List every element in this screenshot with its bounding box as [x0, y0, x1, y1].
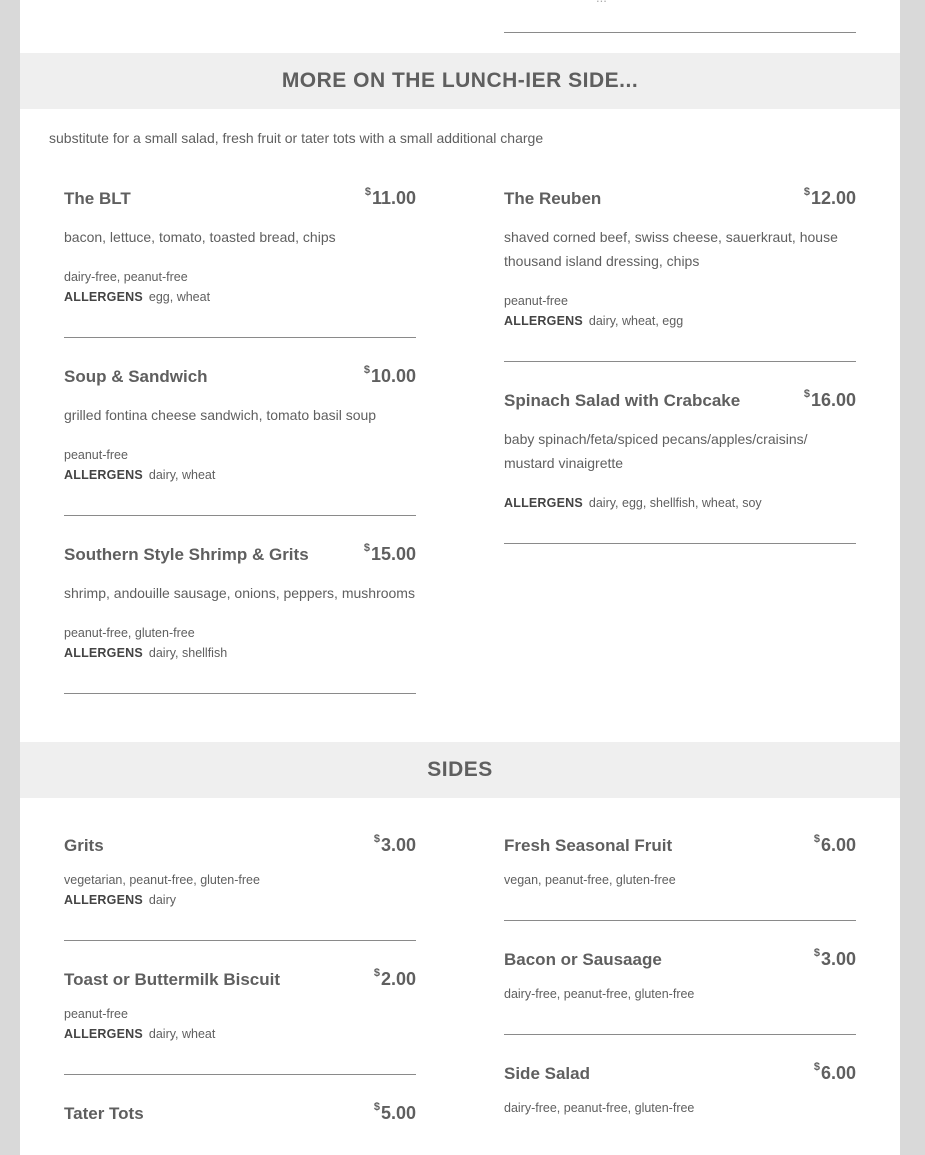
item-diet-tags: vegetarian, peanut-free, gluten-free — [64, 873, 260, 887]
item-allergens: ALLERGENS egg, wheat — [64, 290, 211, 304]
item-price: $16.00 — [803, 388, 856, 410]
item-diet-tags: dairy-free, peanut-free, gluten-free — [504, 987, 695, 1001]
sides-column-right — [504, 835, 856, 1118]
sides-column-left — [64, 835, 416, 1124]
menu-item — [64, 188, 416, 307]
section-header-sides — [20, 742, 900, 798]
item-description: shrimp, andouille sausage, onions, peppers, mushrooms — [64, 585, 415, 601]
item-name: Southern Style Shrimp & Grits — [64, 545, 309, 564]
menu-item — [504, 188, 856, 331]
item-allergens: ALLERGENS dairy, wheat — [64, 1027, 216, 1041]
item-name: Side Salad — [504, 1064, 590, 1083]
lunch-column-right — [504, 188, 856, 544]
item-separator — [504, 32, 856, 33]
item-allergens: ALLERGENS dairy — [64, 893, 176, 907]
item-allergens: ALLERGENS dairy, shellfish — [64, 646, 228, 660]
item-price: $2.00 — [373, 967, 416, 989]
item-separator — [64, 337, 416, 338]
item-name: Spinach Salad with Crabcake — [504, 391, 741, 410]
item-price: $12.00 — [803, 186, 856, 208]
item-separator — [64, 940, 416, 941]
item-description: grilled fontina cheese sandwich, tomato basil soup — [64, 407, 377, 423]
item-diet-tags: dairy-free, peanut-free, gluten-free — [504, 1101, 695, 1115]
item-allergens: ALLERGENS dairy, wheat — [64, 468, 216, 482]
item-diet-tags: peanut-free, gluten-free — [64, 626, 195, 640]
menu-item — [504, 835, 856, 890]
menu-page — [20, 0, 900, 1155]
item-diet-tags: vegan, peanut-free, gluten-free — [504, 873, 676, 887]
item-price: $10.00 — [363, 364, 416, 386]
item-diet-tags: peanut-free — [504, 294, 568, 308]
item-diet-tags: peanut-free — [64, 1007, 128, 1021]
menu-item — [64, 366, 416, 485]
item-separator — [504, 543, 856, 544]
item-name: Bacon or Sausaage — [504, 950, 662, 969]
section-intro: substitute for a small salad, fresh fruit or tater tots with a small additional charge — [49, 130, 544, 146]
item-separator — [504, 1034, 856, 1035]
item-description: baby spinach/feta/spiced pecans/apples/craisins/ mustard vinaigrette — [504, 431, 808, 471]
item-price: $3.00 — [813, 947, 856, 969]
item-diet-tags: peanut-free — [64, 448, 128, 462]
item-price: $15.00 — [363, 542, 416, 564]
item-allergens: ALLERGENS dairy, egg, shellfish, wheat, soy — [504, 496, 762, 510]
section-title: SIDES — [427, 758, 493, 781]
item-price: $11.00 — [364, 186, 416, 208]
menu-item — [64, 544, 416, 663]
item-price: $6.00 — [813, 833, 856, 855]
item-separator — [64, 515, 416, 516]
item-allergens: ALLERGENS dairy, wheat, egg — [504, 314, 684, 328]
item-description: bacon, lettuce, tomato, toasted bread, chips — [64, 229, 336, 245]
item-price: $5.00 — [373, 1101, 416, 1123]
item-name: The Reuben — [504, 189, 602, 208]
item-name: Toast or Buttermilk Biscuit — [64, 970, 280, 989]
menu-item — [64, 835, 416, 910]
menu-item — [504, 1063, 856, 1118]
item-name: Fresh Seasonal Fruit — [504, 836, 673, 855]
section-header-lunch — [20, 53, 900, 109]
item-diet-tags: dairy-free, peanut-free — [64, 270, 188, 284]
menu-item — [64, 1103, 416, 1124]
item-price: $6.00 — [813, 1061, 856, 1083]
item-price: $3.00 — [373, 833, 416, 855]
item-description: shaved corned beef, swiss cheese, sauerkraut, house thousand island dressing, chips — [504, 229, 838, 269]
item-name: The BLT — [64, 189, 131, 208]
item-separator — [64, 1074, 416, 1075]
menu-item — [64, 969, 416, 1044]
section-title: MORE ON THE LUNCH-IER SIDE... — [281, 69, 639, 92]
item-separator — [64, 693, 416, 694]
item-separator — [504, 361, 856, 362]
item-separator — [504, 920, 856, 921]
item-name: Soup & Sandwich — [64, 367, 208, 386]
cut-off-text — [596, 0, 607, 5]
menu-item — [504, 949, 856, 1004]
menu-item — [504, 390, 856, 513]
item-name: Tater Tots — [64, 1104, 144, 1123]
item-name: Grits — [64, 836, 104, 855]
lunch-column-left — [64, 188, 416, 694]
